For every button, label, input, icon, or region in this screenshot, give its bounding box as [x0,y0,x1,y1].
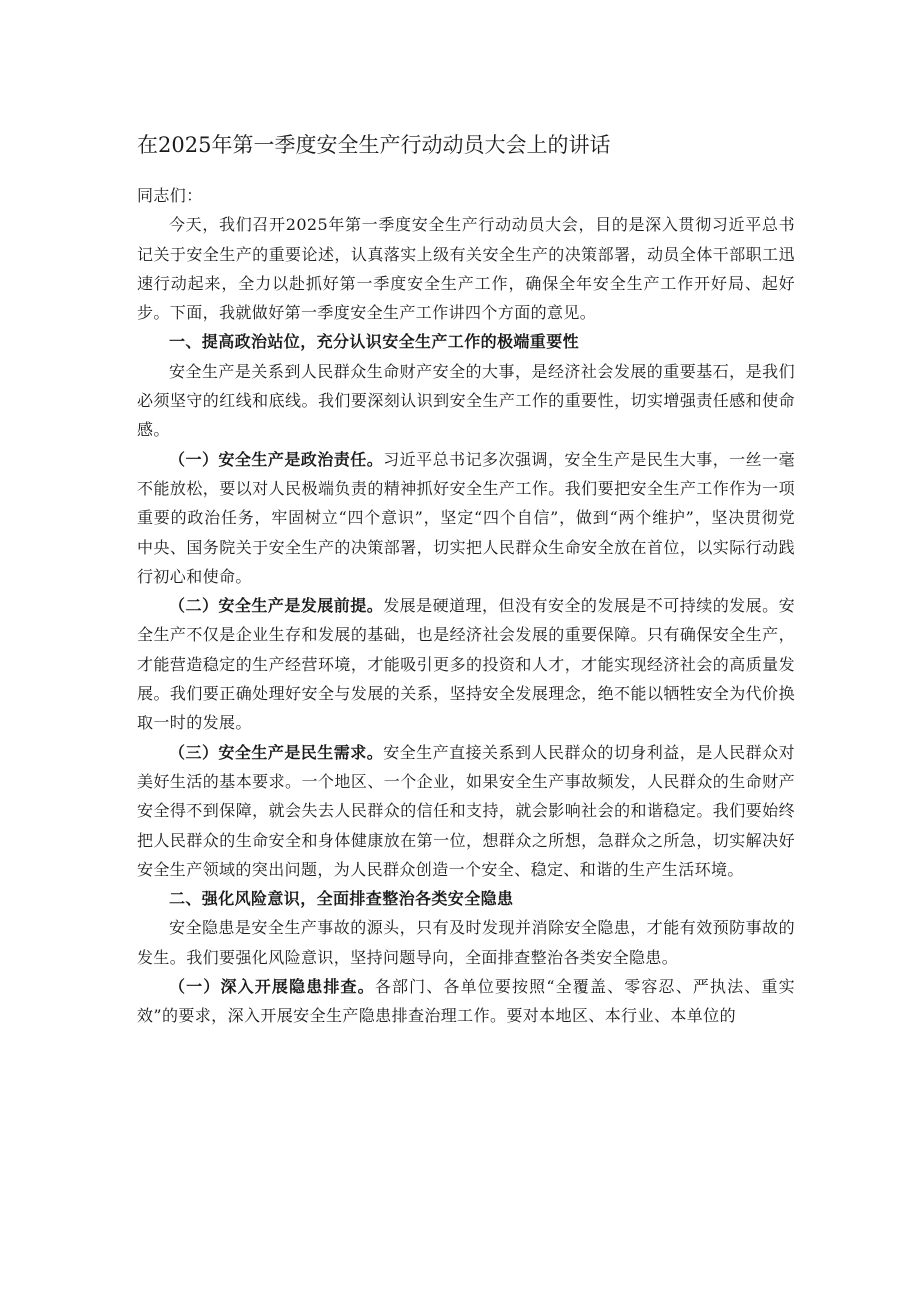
item-lead: （一）安全生产是政治责任。 [169,449,384,469]
document-title: 在2025年第一季度安全生产行动动员大会上的讲话 [137,133,611,157]
section-2-intro: 安全隐患是安全生产事故的源头，只有及时发现并消除安全隐患，才能有效预防事故的发生。我们要强化风险意识，坚持问题导向，全面排查整治各类安全隐患。 [137,918,795,967]
item-lead: （一）深入开展隐患排查。 [169,977,375,997]
section-1-item-1 [137,445,795,591]
item-text: 各部门、各单位要按照“全覆盖、零容忍、严执法、重实效”的要求，深入开展安全生产隐患排查治理工作。要对本地区、本行业、本单位的 [137,977,795,1026]
item-lead: （二）安全生产是发展前提。 [169,596,384,616]
section-1-item-3 [137,738,795,884]
item-lead: （三）安全生产是民生需求。 [169,742,384,762]
item-text: 发展是硬道理，但没有安全的发展是不可持续的发展。安全生产不仅是企业生存和发展的基础，也是经济社会发展的重要保障。只有确保安全生产，才能营造稳定的生产经营环境，才能吸引更多的投资和人才，才能实现经济社会的高质量发展。我们要正确处理好安全与发展的关系，坚持安全发展理念，绝不能以牺牲安全为代价换取一时的发展。 [137,596,795,733]
section-1-item-2 [137,591,795,737]
salutation: 同志们： [137,186,203,205]
section-2-heading: 二、强化风险意识，全面排查整治各类安全隐患 [169,889,514,909]
intro-paragraph: 今天，我们召开2025年第一季度安全生产行动动员大会，目的是深入贯彻习近平总书记关于安全生产的重要论述，认真落实上级有关安全生产的决策部署，动员全体干部职工迅速行动起来，全力以赴抓好第一季度安全生产工作，确保全年安全生产工作开好局、起好步。下面，我就做好第一季度安全生产工作讲四个方面的意见。 [137,215,795,323]
section-1-intro: 安全生产是关系到人民群众生命财产安全的大事，是经济社会发展的重要基石，是我们必须坚守的红线和底线。我们要深刻认识到安全生产工作的重要性，切实增强责任感和使命感。 [137,361,795,440]
document-body [137,181,795,1031]
section-1-heading: 一、提高政治站位，充分认识安全生产工作的极端重要性 [169,332,580,352]
item-text: 安全生产直接关系到人民群众的切身利益，是人民群众对美好生活的基本要求。一个地区、一个企业，如果安全生产事故频发，人民群众的生命财产安全得不到保障，就会失去人民群众的信任和支持，就会影响社会的和谐稳定。我们要始终把人民群众的生命安全和身体健康放在第一位，想群众之所想，急群众之所急，切实解决好安全生产领域的突出问题，为人民群众创造一个安全、稳定、和谐的生产生活环境。 [137,742,795,879]
item-text: 习近平总书记多次强调，安全生产是民生大事，一丝一毫不能放松，要以对人民极端负责的精神抓好安全生产工作。我们要把安全生产工作作为一项重要的政治任务，牢固树立“四个意识”，坚定“四个自信”，做到“两个维护”，坚决贯彻党中央、国务院关于安全生产的决策部署，切实把人民群众生命安全放在首位，以实际行动践行初心和使命。 [137,449,795,586]
section-2-item-1 [137,972,795,1031]
